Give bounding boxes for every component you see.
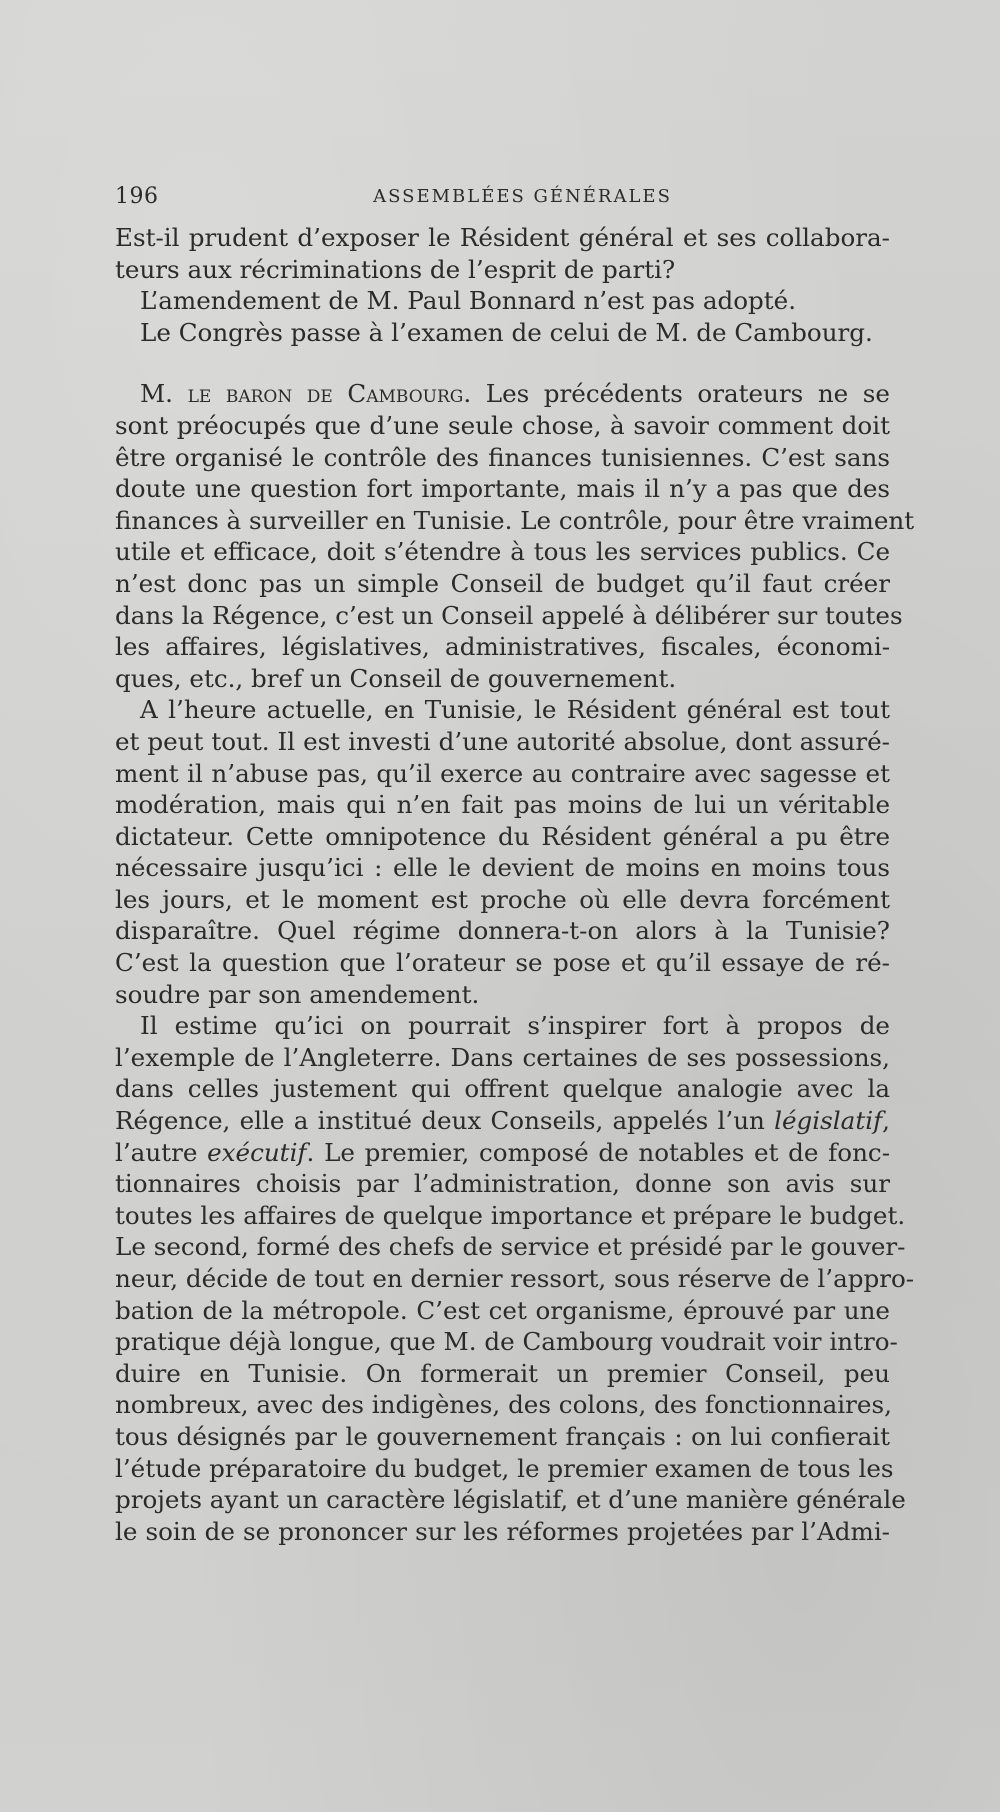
paragraph [115,222,890,285]
text-line: teurs aux récriminations de l’esprit de parti? [115,254,676,284]
page-header [115,184,890,214]
text-line: projets ayant un caractère législatif, et d’une manière générale [115,1485,906,1515]
paragraph [115,317,890,349]
text-line: pratique déjà longue, que M. de Cambourg voudrait voir intro- [115,1327,898,1357]
text-line: neur, décide de tout en dernier ressort, sous réserve de l’appro- [115,1264,915,1293]
text-line: tionnaires choisis par l’administration, donne son avis sur [115,1169,890,1199]
text-line: doute une question fort importante, mais il n’y a pas que des [115,474,890,504]
italic-term: législatif [774,1106,883,1136]
text-line: tous désignés par le gouvernement français : on lui confierait [115,1421,890,1451]
text-line: Le Congrès passe à l’examen de celui de M. de Cambourg. [140,317,873,347]
text-line-content: Les précédents orateurs ne se [485,379,890,409]
paragraph-gap [115,348,890,378]
text-line: être organisé le contrôle des finances tunisiennes. C’est sans [115,442,890,472]
text-line: les jours, et le moment est proche où elle devra forcément [115,884,890,914]
text-line: modération, mais qui n’en fait pas moins de lui un véritable [115,790,890,820]
text-line: l’étude préparatoire du budget, le premier examen de tous les [115,1453,894,1483]
paragraph [115,694,890,1010]
text-line: disparaître. Quel régime donnera-t-on alors à la Tunisie? [115,916,890,946]
text-line: Le second, formé des chefs de service et présidé par le gouver- [115,1232,906,1262]
text-line: dictateur. Cette omnipotence du Résident général a pu être [115,821,890,851]
text-line: soudre par son amendement. [115,979,480,1009]
text-line: A l’heure actuelle, en Tunisie, le Résident général est tout [140,695,890,725]
page-number: 196 [115,184,159,209]
text-line [115,378,890,410]
text-line: sont préocupés que d’une seule chose, à savoir comment doit [115,410,890,440]
text-line: ment il n’abuse pas, qu’il exerce au contraire avec sagesse et [115,758,890,788]
text-line: finances à surveiller en Tunisie. Le contrôle, pour être vraiment [115,505,915,535]
text-line: utile et efficace, doit s’étendre à tous les services publics. Ce [115,537,890,567]
text-line: C’est la question que l’orateur se pose et qu’il essaye de ré- [115,948,890,978]
text-line: Il estime qu’ici on pourrait s’inspirer fort à propos de [140,1011,890,1041]
text-line: n’est donc pas un simple Conseil de budget qu’il faut créer [115,568,890,598]
italic-term: exécutif [207,1137,307,1167]
text-line: nombreux, avec des indigènes, des colons, des fonctionnaires, [115,1390,892,1420]
text-line: toutes les affaires de quelque importance et prépare le budget. [115,1200,906,1230]
text-line: L’amendement de M. Paul Bonnard n’est pas adopté. [140,286,797,316]
paragraph [115,285,890,317]
text-line: duire en Tunisie. On formerait un premier Conseil, peu [115,1358,890,1388]
text-line: le soin de se prononcer sur les réformes projetées par l’Admi- [115,1516,890,1546]
text-line: l’autre exécutif. Le premier, composé de notables et de fonc- [115,1137,890,1167]
text-line: et peut tout. Il est investi d’une autorité absolue, dont assuré- [115,726,890,756]
text-line: ques, etc., bref un Conseil de gouvernement. [115,663,677,693]
text-line: Est-il prudent d’exposer le Résident général et ses collabora- [115,223,890,252]
paragraph [115,1010,915,1547]
text-line: les affaires, législatives, administratives, fiscales, économi- [115,632,890,662]
speaker-paragraph [115,378,915,694]
speaker-name: M. le baron de Cambourg. [140,379,472,409]
running-title: ASSEMBLÉES GÉNÉRALES [373,186,672,207]
body-text [115,222,915,1547]
text-line: bation de la métropole. C’est cet organisme, éprouvé par une [115,1295,890,1325]
text-line: dans la Régence, c’est un Conseil appelé à délibérer sur toutes [115,600,903,630]
text-line: nécessaire jusqu’ici : elle le devient de moins en moins tous [115,853,890,883]
text-line: l’exemple de l’Angleterre. Dans certaines de ses possessions, [115,1042,890,1072]
text-line: Régence, elle a institué deux Conseils, appelés l’un législatif, [115,1106,890,1136]
text-line: dans celles justement qui offrent quelque analogie avec la [115,1074,890,1104]
